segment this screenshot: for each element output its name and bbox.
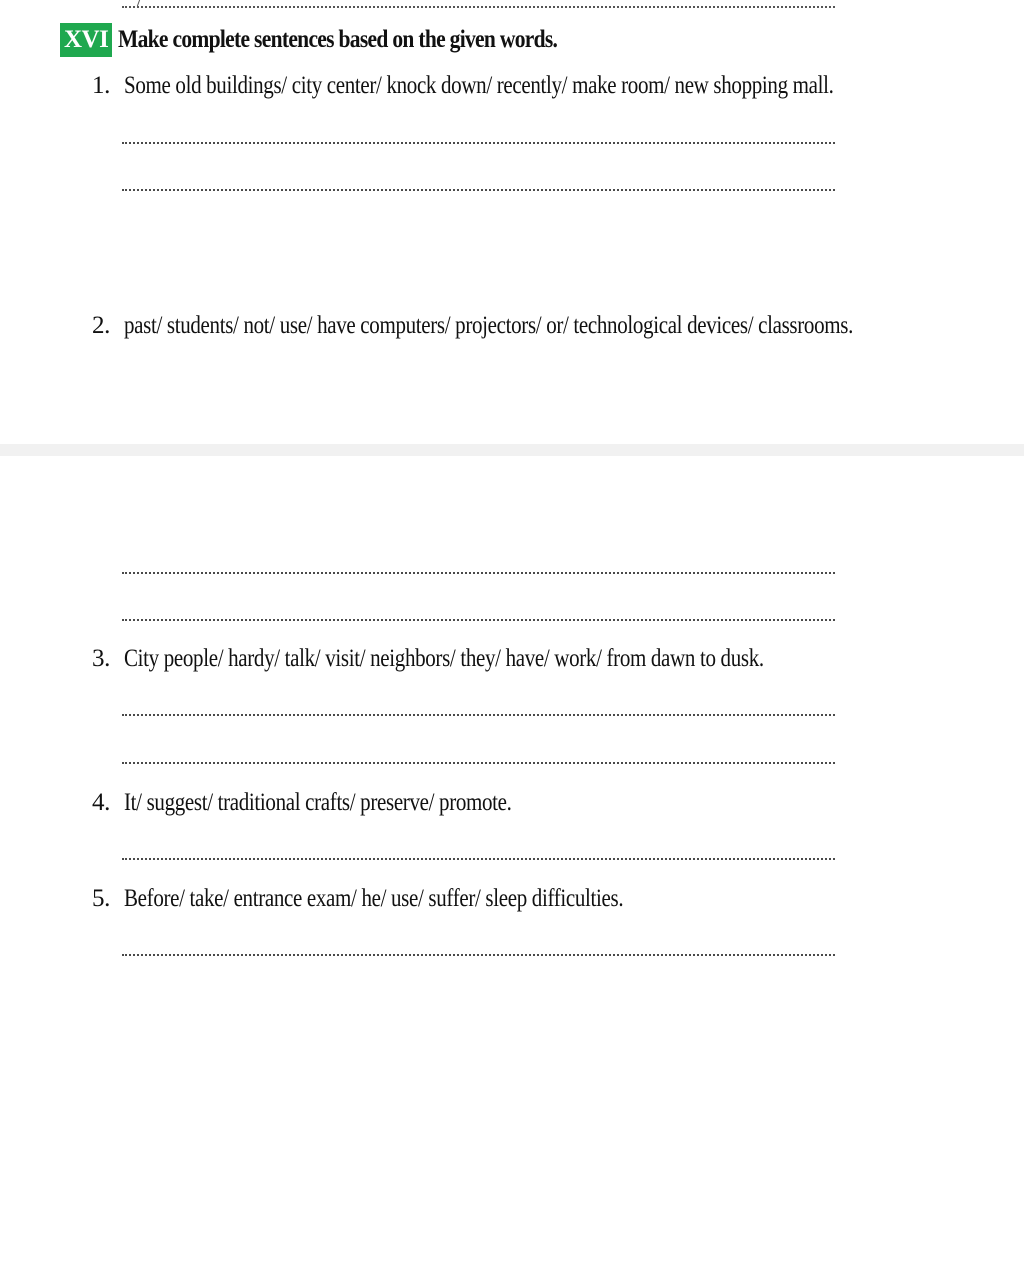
exercise-instruction: Make complete sentences based on the given words. — [118, 26, 558, 53]
question-item-1 — [92, 72, 969, 100]
answer-line-5a[interactable] — [122, 954, 835, 956]
question-item-3 — [92, 645, 886, 673]
question-number: 5. — [92, 885, 110, 912]
question-item-2 — [92, 312, 992, 340]
question-number: 3. — [92, 645, 110, 672]
question-number: 2. — [92, 312, 110, 339]
exercise-heading — [60, 22, 629, 58]
answer-line-1b[interactable] — [122, 189, 835, 191]
answer-line-2a[interactable] — [122, 572, 835, 574]
previous-answer-line — [122, 0, 835, 8]
question-item-5 — [92, 885, 718, 913]
page-separator — [0, 444, 1024, 456]
question-prompt: Some old buildings/ city center/ knock down/ recently/ make room/ new shopping mall. — [124, 72, 834, 99]
question-prompt: City people/ hardy/ talk/ visit/ neighbors/ they/ have/ work/ from dawn to dusk. — [124, 645, 764, 672]
question-prompt: past/ students/ not/ use/ have computers/ projectors/ or/ technological devices/ classrooms. — [124, 312, 854, 339]
answer-line-2b[interactable] — [122, 619, 835, 621]
answer-line-3a[interactable] — [122, 714, 835, 716]
question-prompt: Before/ take/ entrance exam/ he/ use/ suffer/ sleep difficulties. — [124, 885, 624, 912]
question-number: 4. — [92, 789, 110, 816]
exercise-number-badge: XVI — [60, 23, 112, 57]
answer-line-3b[interactable] — [122, 762, 835, 764]
answer-line-4a[interactable] — [122, 858, 835, 860]
answer-line-1a[interactable] — [122, 142, 835, 144]
question-number: 1. — [92, 72, 110, 99]
question-item-4 — [92, 789, 585, 817]
question-prompt: It/ suggest/ traditional crafts/ preserve/ promote. — [124, 789, 512, 816]
